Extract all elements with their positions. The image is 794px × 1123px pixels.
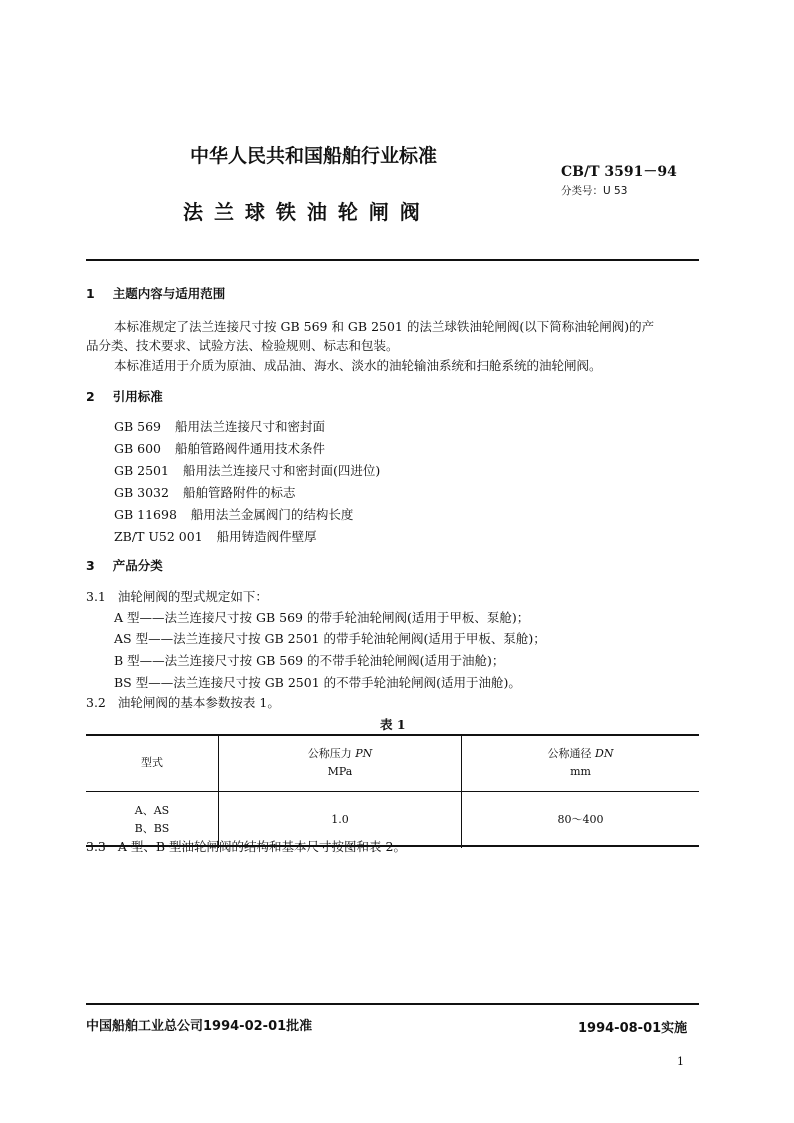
reference-code: GB 569 <box>114 419 162 434</box>
reference-title: 船用法兰连接尺寸和密封面(四进位) <box>182 463 381 478</box>
type-item: AS 型——法兰连接尺寸按 GB 2501 的带手轮油轮闸阀(适用于甲板、泵舱)； <box>114 631 546 646</box>
header-divider <box>86 259 699 261</box>
approval-line: 中国船舶工业总公司1994-02-01批准 <box>86 1019 313 1034</box>
section-3-number: 3 <box>86 558 95 573</box>
reference-code: GB 11698 <box>114 507 177 522</box>
clause-text: 油轮闸阀的型式规定如下： <box>117 589 268 604</box>
section-1-title: 主题内容与适用范围 <box>112 286 226 301</box>
clause-text: A 型、B 型油轮闸阀的结构和基本尺寸按图和表 2。 <box>117 839 406 854</box>
clause-text: 油轮闸阀的基本参数按表 1。 <box>117 695 280 710</box>
header-type: 型式 <box>141 756 163 769</box>
section-1-heading <box>86 284 225 302</box>
section-2-number: 2 <box>86 389 95 404</box>
doc-title: 法 兰 球 铁 油 轮 闸 阀 <box>183 200 422 224</box>
reference-code: GB 2501 <box>114 463 169 478</box>
section-2-title: 引用标准 <box>112 389 163 404</box>
diameter-value: 80～400 <box>557 813 604 826</box>
header-pressure-unit: MPa <box>327 765 353 778</box>
footer-divider <box>86 1003 699 1005</box>
clause-number: 3.3 <box>86 839 106 854</box>
header-diameter-cell <box>462 735 700 792</box>
type-item: A 型——法兰连接尺寸按 GB 569 的带手轮油轮闸阀(适用于甲板、泵舱)； <box>114 610 530 625</box>
type-value-2: B、BS <box>134 822 170 835</box>
diameter-cell <box>462 792 700 849</box>
type-item: BS 型——法兰连接尺寸按 GB 2501 的不带手轮油轮闸阀(适用于油舱)。 <box>114 675 521 690</box>
table-caption: 表 1 <box>380 717 406 732</box>
reference-code: GB 600 <box>114 441 162 456</box>
header-pressure-label: 公称压力 <box>307 747 356 760</box>
reference-code: GB 3032 <box>114 485 169 500</box>
section-1-paragraph-1-line-2: 品分类、技术要求、试验方法、检验规则、标志和包装。 <box>86 338 399 353</box>
clause-3-2 <box>86 693 280 713</box>
clause-3-1 <box>86 587 268 607</box>
header-diameter-unit: mm <box>570 765 591 778</box>
classification-number: 分类号：U 53 <box>561 185 628 197</box>
reference-code: ZB/T U52 001 <box>114 529 203 544</box>
header-pressure-symbol: PN <box>355 747 373 760</box>
reference-title: 船舶管路附件的标志 <box>182 485 296 500</box>
table-header-row <box>86 735 699 792</box>
section-3-heading <box>86 556 163 574</box>
type-item: B 型——法兰连接尺寸按 GB 569 的不带手轮油轮闸阀(适用于油舱)； <box>114 653 505 668</box>
reference-item <box>114 483 295 503</box>
reference-item <box>114 527 317 547</box>
section-1-number: 1 <box>86 286 95 301</box>
reference-title: 船用铸造阀件壁厚 <box>216 529 317 544</box>
reference-item <box>114 505 353 525</box>
effective-date: 1994-08-01实施 <box>578 1021 688 1036</box>
type-value-1: A、AS <box>134 804 170 817</box>
reference-title: 船舶管路阀件通用技术条件 <box>175 441 326 456</box>
section-2-heading <box>86 387 163 405</box>
clause-3-3 <box>86 837 406 857</box>
clause-number: 3.1 <box>86 589 106 604</box>
reference-item <box>114 439 325 459</box>
standard-number: CB/T 3591－94 <box>561 164 677 180</box>
reference-item <box>114 461 380 481</box>
header-pressure-cell <box>219 735 462 792</box>
section-1-paragraph-1-line-1: 本标准规定了法兰连接尺寸按 GB 569 和 GB 2501 的法兰球铁油轮闸阀(以下简称油轮闸阀)的产 <box>114 319 655 334</box>
reference-title: 船用法兰金属阀门的结构长度 <box>190 507 354 522</box>
clause-number: 3.2 <box>86 695 106 710</box>
section-1-paragraph-2: 本标准适用于介质为原油、成品油、海水、淡水的油轮输油系统和扫舱系统的油轮闸阀。 <box>114 358 602 373</box>
parameter-table <box>86 735 699 848</box>
reference-item <box>114 417 325 437</box>
org-title: 中华人民共和国船舶行业标准 <box>190 145 438 167</box>
page-number: 1 <box>677 1055 684 1068</box>
header-diameter-symbol: DN <box>595 747 614 760</box>
pressure-value: 1.0 <box>331 813 349 826</box>
section-3-title: 产品分类 <box>112 558 163 573</box>
header-diameter-label: 公称通径 <box>547 747 596 760</box>
header-type-cell <box>86 735 219 792</box>
reference-title: 船用法兰连接尺寸和密封面 <box>175 419 326 434</box>
